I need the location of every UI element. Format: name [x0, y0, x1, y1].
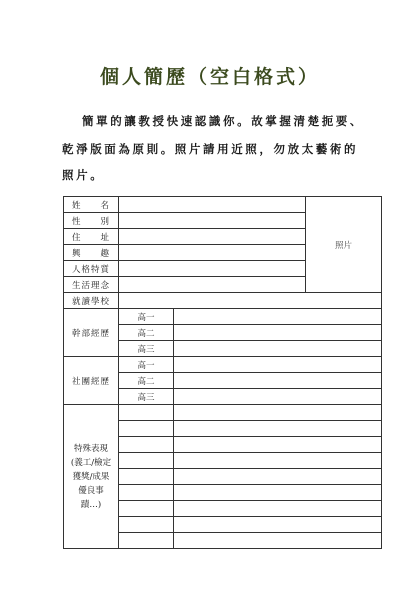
instruction-line-2: 乾淨版面為原則。照片請用近照，勿放太藝術的	[62, 142, 359, 156]
address-label: 住 址	[64, 229, 119, 245]
resume-form-table	[63, 196, 382, 549]
special-item-8[interactable]	[119, 517, 174, 533]
interest-field[interactable]	[119, 245, 306, 261]
special-desc-4[interactable]	[174, 453, 382, 469]
gender-field[interactable]	[119, 213, 306, 229]
instruction-line-3: 照片。	[62, 168, 105, 182]
special-desc-3[interactable]	[174, 437, 382, 453]
school-field[interactable]	[119, 293, 382, 309]
cadre-grade1-field[interactable]	[174, 309, 382, 325]
special-desc-5[interactable]	[174, 469, 382, 485]
club-grade1-label: 高一	[119, 357, 174, 373]
cadre-grade3-field[interactable]	[174, 341, 382, 357]
special-desc-1[interactable]	[174, 405, 382, 421]
special-item-4[interactable]	[119, 453, 174, 469]
name-label: 姓 名	[64, 197, 119, 213]
special-desc-8[interactable]	[174, 517, 382, 533]
cadre-grade2-field[interactable]	[174, 325, 382, 341]
cadre-label: 幹部經歷	[64, 309, 119, 357]
special-desc-2[interactable]	[174, 421, 382, 437]
page-title: 個人簡歷（空白格式）	[99, 66, 320, 88]
traits-label: 人格特質	[64, 261, 119, 277]
special-item-6[interactable]	[119, 485, 174, 501]
name-field[interactable]	[119, 197, 306, 213]
interest-label: 興 趣	[64, 245, 119, 261]
special-item-9[interactable]	[119, 533, 174, 549]
club-grade3-field[interactable]	[174, 389, 382, 405]
special-label: 特殊表現 (義工/檢定 獲獎/成果 優良事 蹟…)	[64, 405, 119, 549]
philosophy-label: 生活理念	[64, 277, 119, 293]
special-item-3[interactable]	[119, 437, 174, 453]
club-grade2-label: 高二	[119, 373, 174, 389]
photo-label: 照片	[334, 240, 352, 251]
photo-box[interactable]	[306, 197, 382, 293]
special-item-2[interactable]	[119, 421, 174, 437]
special-desc-7[interactable]	[174, 501, 382, 517]
club-grade2-field[interactable]	[174, 373, 382, 389]
special-item-1[interactable]	[119, 405, 174, 421]
special-desc-6[interactable]	[174, 485, 382, 501]
philosophy-field[interactable]	[119, 277, 306, 293]
club-grade3-label: 高三	[119, 389, 174, 405]
traits-field[interactable]	[119, 261, 306, 277]
cadre-grade2-label: 高二	[119, 325, 174, 341]
club-label: 社團經歷	[64, 357, 119, 405]
club-grade1-field[interactable]	[174, 357, 382, 373]
instruction-line-1: 簡單的讓教授快速認識你。故掌握清楚扼要、	[82, 114, 364, 128]
school-label: 就讀學校	[64, 293, 119, 309]
special-item-7[interactable]	[119, 501, 174, 517]
special-desc-9[interactable]	[174, 533, 382, 549]
address-field[interactable]	[119, 229, 306, 245]
special-item-5[interactable]	[119, 469, 174, 485]
cadre-grade3-label: 高三	[119, 341, 174, 357]
gender-label: 性 別	[64, 213, 119, 229]
cadre-grade1-label: 高一	[119, 309, 174, 325]
